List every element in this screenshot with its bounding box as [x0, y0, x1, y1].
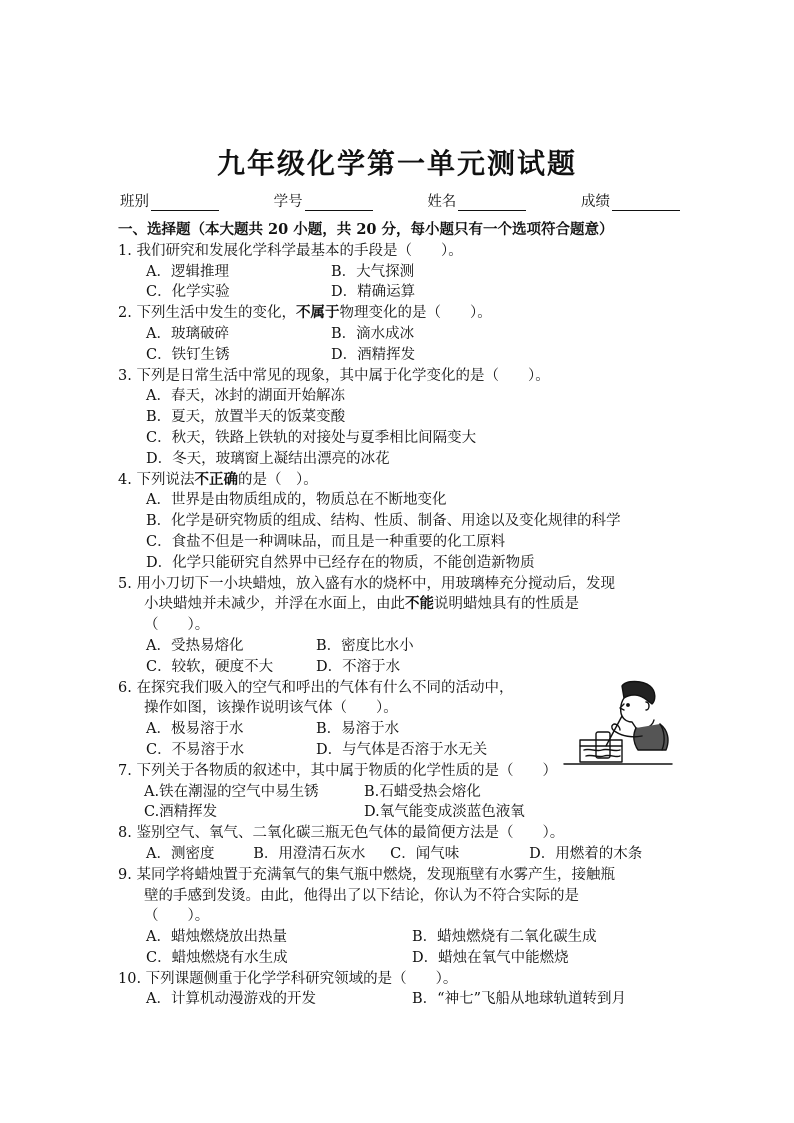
question-1-options-row1 — [118, 262, 678, 283]
q5-stem-pre: 小块蜡烛并未减少，并浮在水面上，由此 — [144, 596, 405, 613]
q5-stem-post: 说明蜡烛具有的性质是 — [434, 596, 579, 613]
score-blank[interactable] — [612, 196, 680, 211]
q4-option-a[interactable]: A．世界是由物质组成的，物质总在不断地变化 — [146, 492, 447, 509]
q3-option-b[interactable]: B．夏天，放置半天的饭菜变酸 — [146, 409, 346, 426]
question-10-stem: 10. 下列课题侧重于化学学科研究领域的是（ ）。 — [118, 970, 458, 987]
q3-option-c[interactable]: C．秋天，铁路上铁轨的对接处与夏季相比间隔变大 — [146, 429, 477, 446]
q5-option-c[interactable]: C．较软，硬度不大 — [146, 658, 274, 675]
q4-option-b[interactable]: B．化学是研究物质的组成、结构、性质、制备、用途以及变化规律的科学 — [146, 513, 621, 530]
question-2-options-row2 — [118, 345, 678, 366]
question-5-stem-line3: （ ）。 — [144, 617, 210, 634]
exam-title: 九年级化学第一单元测试题 — [216, 147, 577, 180]
question-7-stem: 7. 下列关于各物质的叙述中，其中属于物质的化学性质的是（ ） — [118, 762, 557, 779]
question-7-options-row2 — [118, 802, 678, 823]
q2-option-a[interactable]: A．玻璃破碎 — [146, 325, 229, 342]
q4-option-c[interactable]: C．食盐不但是一种调味品，而且是一种重要的化工原料 — [146, 533, 506, 550]
q8-option-c[interactable]: C．闻气味 — [390, 845, 460, 862]
score-field[interactable] — [581, 190, 680, 211]
q8-option-d[interactable]: D．用燃着的木条 — [529, 845, 643, 862]
question-5-options-row2 — [118, 657, 678, 678]
exhale-experiment-illustration — [562, 680, 674, 770]
q10-option-b[interactable]: B．“神七”飞船从地球轨道转到月 — [412, 991, 626, 1008]
q6-option-b[interactable]: B．易溶于水 — [316, 721, 400, 738]
question-6-stem-line1: 6. 在探究我们吸入的空气和呼出的气体有什么不同的活动中， — [118, 679, 514, 696]
question-10-options-row1 — [118, 989, 678, 1010]
q2-stem-post: 物理变化的是（ ）。 — [339, 305, 492, 322]
question-9-options-row1 — [118, 927, 678, 948]
q5-option-a[interactable]: A．受热易熔化 — [146, 637, 244, 654]
q9-option-a[interactable]: A．蜡烛燃烧放出热量 — [146, 929, 287, 946]
q1-option-b[interactable]: B．大气探测 — [331, 263, 415, 280]
name-field[interactable] — [427, 190, 526, 211]
q6-option-d[interactable]: D．与气体是否溶于水无关 — [316, 741, 488, 758]
q9-option-c[interactable]: C．蜡烛燃烧有水生成 — [146, 949, 288, 966]
class-blank[interactable] — [151, 196, 219, 211]
q9-option-b[interactable]: B．蜡烛燃烧有二氧化碳生成 — [412, 929, 597, 946]
q4-stem-post: 的是（ ）。 — [237, 471, 318, 488]
section-heading: 一、选择题（本大题共 20 小题，共 20 分，每小题只有一个选项符合题意） — [118, 221, 614, 238]
q7-option-d[interactable]: D.氧气能变成淡蓝色液氧 — [364, 804, 525, 821]
q3-option-d[interactable]: D．冬天，玻璃窗上凝结出漂亮的冰花 — [146, 450, 390, 467]
student-id-label: 学号 — [273, 194, 303, 210]
q4-stem-pre: 4. 下列说法 — [118, 471, 195, 488]
name-label: 姓名 — [427, 194, 457, 210]
student-id-field[interactable] — [274, 190, 373, 211]
q4-option-d[interactable]: D．化学只能研究自然界中已经存在的物质，不能创造新物质 — [146, 554, 535, 571]
question-3-stem: 3. 下列是日常生活中常见的现象，其中属于化学变化的是（ ）。 — [118, 367, 550, 384]
question-9-stem-line3: （ ）。 — [144, 908, 210, 925]
q2-stem-emphasis: 不属于 — [295, 304, 340, 322]
question-6-stem-line2: 操作如图，该操作说明该气体（ ）。 — [144, 700, 398, 717]
question-9-stem-line1: 9. 某同学将蜡烛置于充满氧气的集气瓶中燃烧，发现瓶壁有水雾产生，接触瓶 — [118, 866, 615, 883]
question-7-options-row1 — [118, 782, 678, 803]
q6-option-c[interactable]: C．不易溶于水 — [146, 741, 245, 758]
question-4-stem — [118, 470, 678, 491]
question-9-stem-line2: 壁的手感到发烫。由此，他得出了以下结论，你认为不符合实际的是 — [144, 887, 579, 904]
class-label: 班别 — [120, 194, 149, 210]
question-5-stem-line2 — [118, 594, 678, 615]
q2-option-d[interactable]: D．酒精挥发 — [331, 346, 416, 363]
name-blank[interactable] — [458, 196, 526, 211]
q2-stem-pre: 2. 下列生活中发生的变化， — [118, 305, 296, 322]
question-8-options — [118, 844, 678, 865]
q5-option-b[interactable]: B．密度比水小 — [316, 637, 414, 654]
q1-option-a[interactable]: A．逻辑推理 — [146, 263, 229, 280]
q2-option-c[interactable]: C．铁钉生锈 — [146, 346, 230, 363]
q7-option-c[interactable]: C.酒精挥发 — [144, 804, 218, 821]
question-5-options-row1 — [118, 636, 678, 657]
q6-option-a[interactable]: A．极易溶于水 — [146, 721, 244, 738]
q3-option-a[interactable]: A．春天，冰封的湖面开始解冻 — [146, 388, 345, 405]
q10-option-a[interactable]: A．计算机动漫游戏的开发 — [146, 991, 316, 1008]
question-2-stem — [118, 303, 678, 324]
q7-option-b[interactable]: B.石蜡受热会熔化 — [364, 783, 481, 800]
q8-option-a[interactable]: A．测密度 — [146, 845, 215, 862]
student-id-blank[interactable] — [305, 196, 373, 211]
q5-stem-emphasis: 不能 — [405, 595, 434, 613]
q8-option-b[interactable]: B．用澄清石灰水 — [253, 845, 366, 862]
class-field[interactable] — [120, 190, 219, 211]
q1-option-d[interactable]: D．精确运算 — [331, 284, 416, 301]
question-2-options-row1 — [118, 324, 678, 345]
question-1-options-row2 — [118, 282, 678, 303]
q2-option-b[interactable]: B．滴水成冰 — [331, 325, 415, 342]
question-1-stem: 1. 我们研究和发展化学科学最基本的手段是（ ）。 — [118, 242, 463, 259]
question-9-options-row2 — [118, 948, 678, 969]
question-5-stem-line1: 5. 用小刀切下一小块蜡烛，放入盛有水的烧杯中，用玻璃棒充分搅动后，发现 — [118, 575, 615, 592]
q5-option-d[interactable]: D．不溶于水 — [316, 658, 401, 675]
question-8-stem: 8. 鉴别空气、氧气、二氧化碳三瓶无色气体的最简便方法是（ ）。 — [118, 825, 565, 842]
q7-option-a[interactable]: A.铁在潮湿的空气中易生锈 — [144, 783, 319, 800]
questions — [118, 220, 678, 1010]
q1-option-c[interactable]: C．化学实验 — [146, 284, 230, 301]
q4-stem-emphasis: 不正确 — [194, 470, 238, 488]
score-label: 成绩 — [580, 194, 610, 210]
student-info-row — [120, 190, 680, 211]
q9-option-d[interactable]: D．蜡烛在氧气中能燃烧 — [412, 949, 569, 966]
